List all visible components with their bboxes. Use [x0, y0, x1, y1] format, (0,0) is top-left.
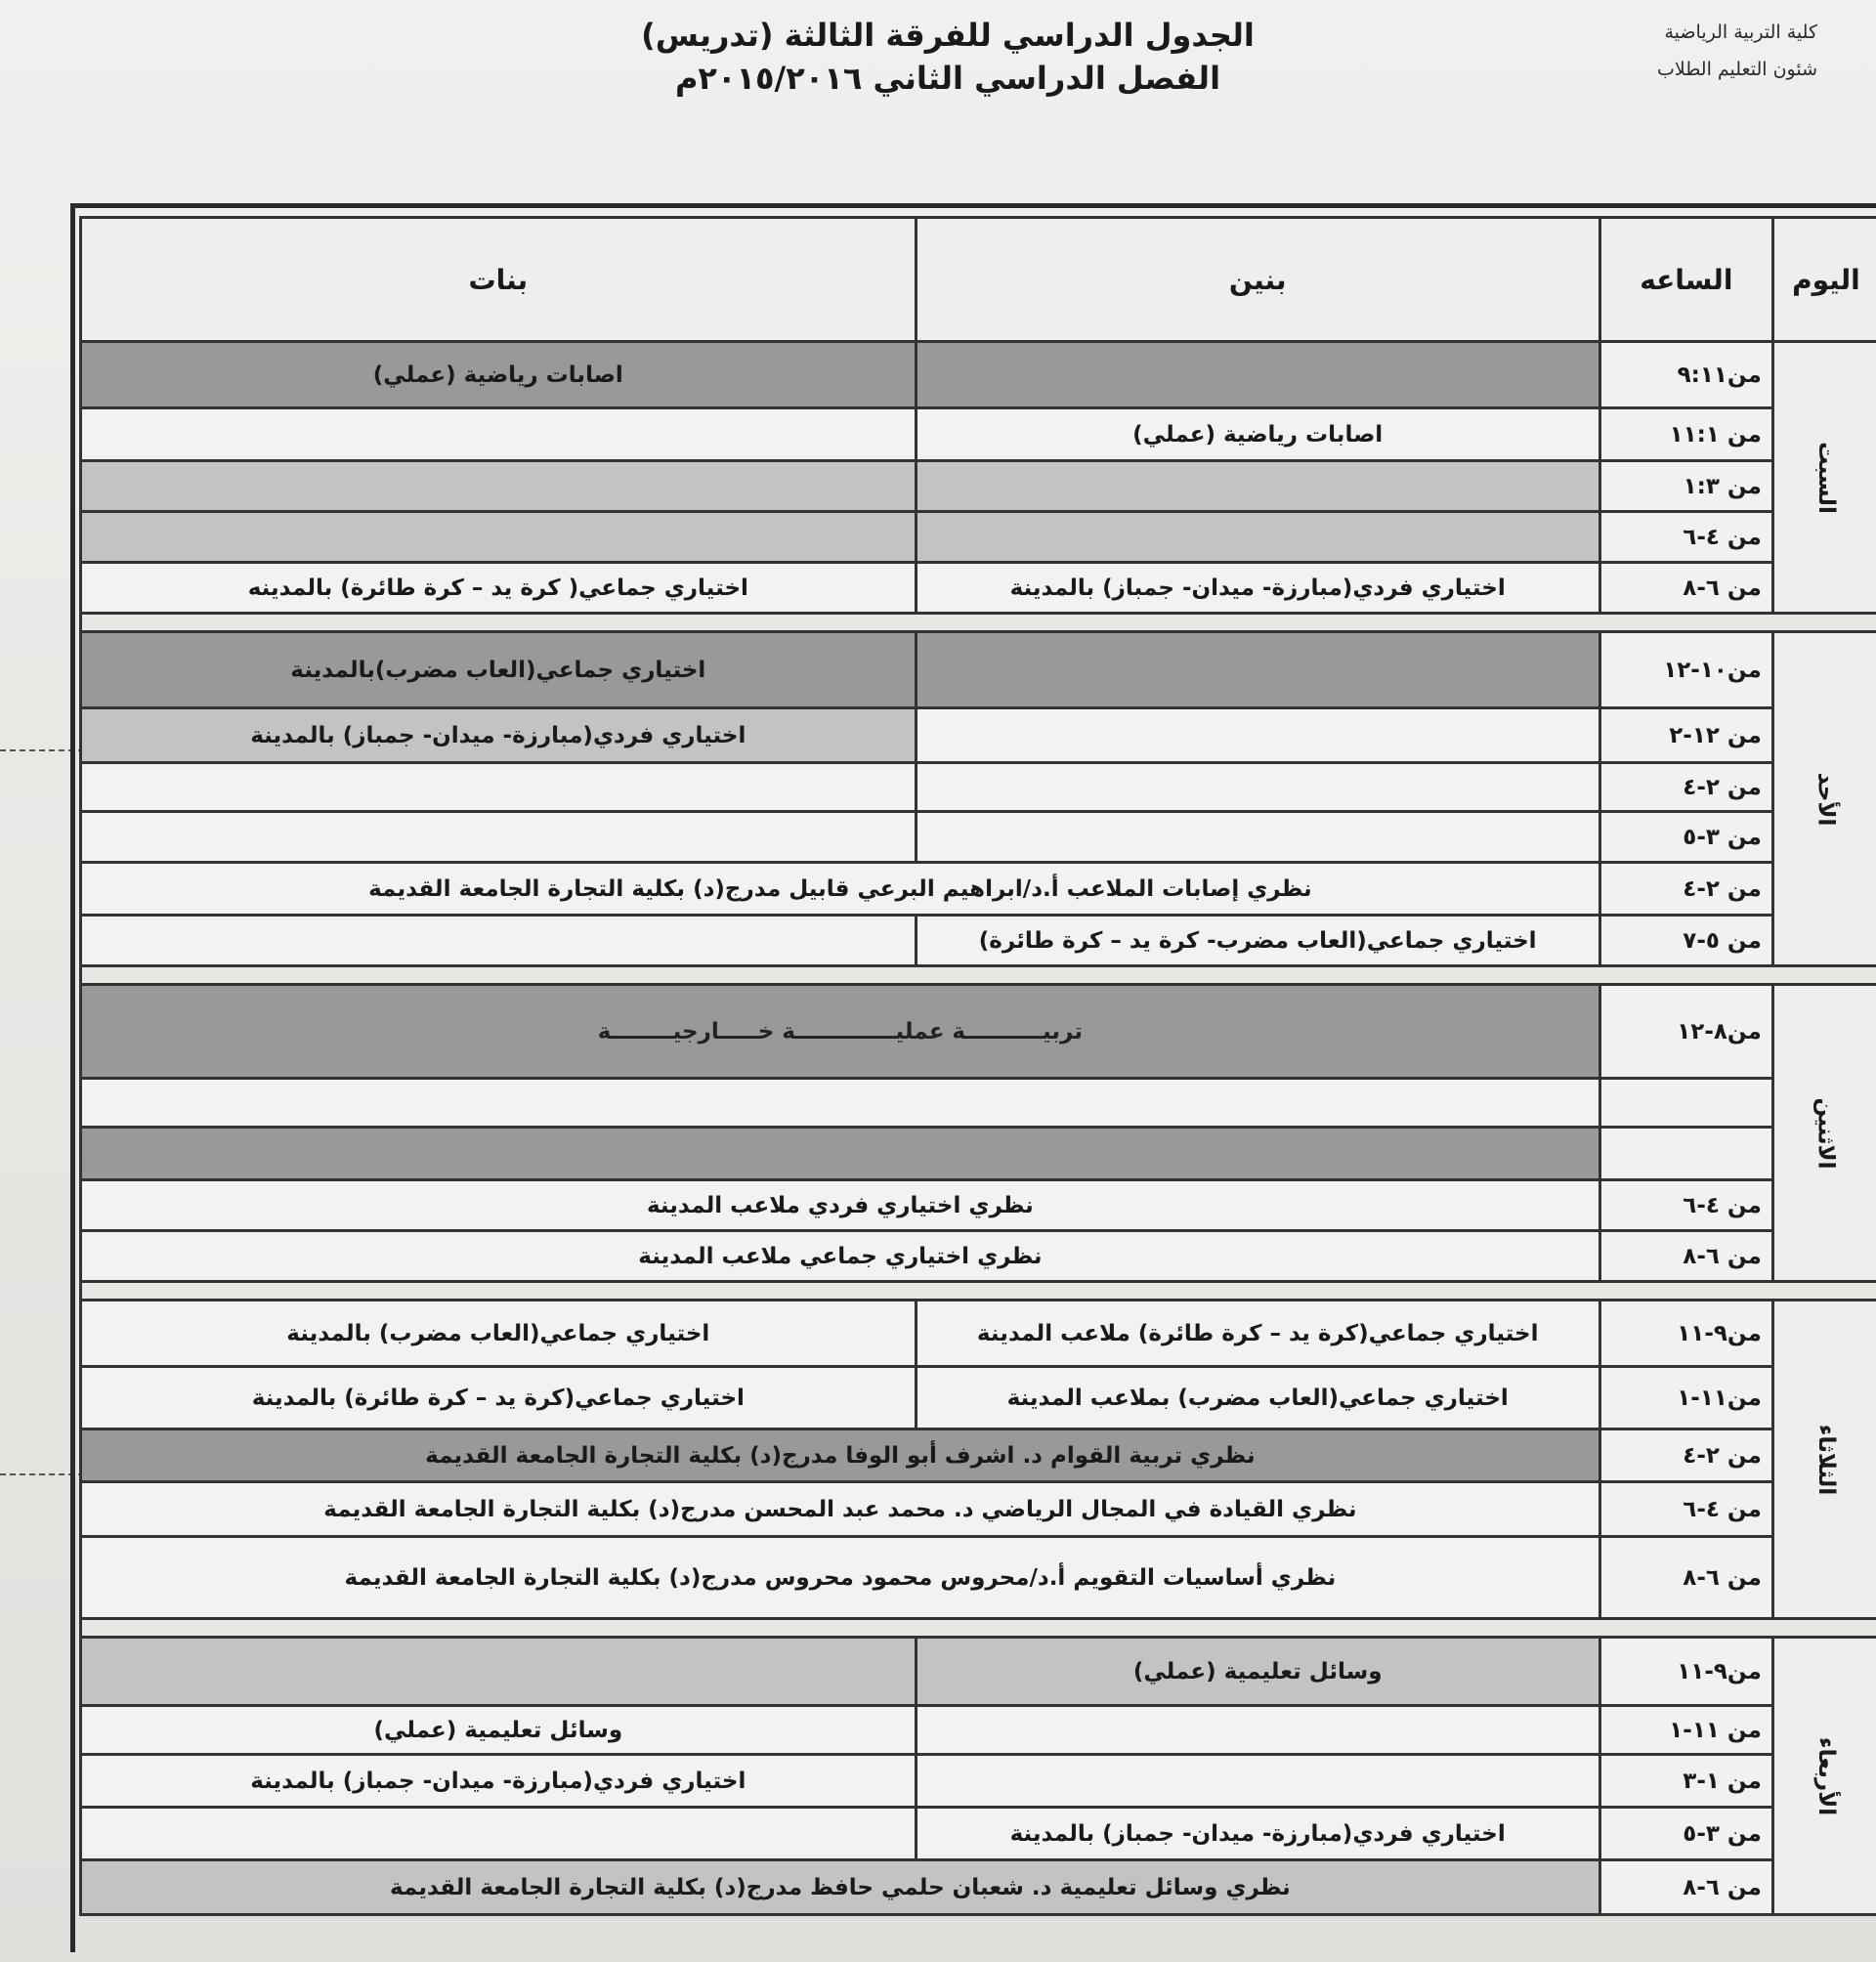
boys-cell: [916, 812, 1599, 863]
col-header-time: الساعه: [1599, 218, 1772, 342]
boys-cell: [916, 763, 1599, 812]
title-line-1: الجدول الدراسي للفرقة الثالثة (تدريس): [641, 17, 1255, 54]
lecture-cell: نظري إصابات الملاعب أ.د/ابراهيم البرعي قابيل مدرج(د) بكلية التجارة الجامعة القديمة: [81, 863, 1600, 916]
time-cell: من ١٢-٢: [1599, 708, 1772, 763]
table-row: [81, 1301, 1876, 1367]
time-cell: من ٤-٦: [1599, 1482, 1772, 1537]
table-row: [81, 1706, 1876, 1755]
girls-cell: اختياري فردي(مبارزة- ميدان- جمباز) بالمدينة: [81, 708, 917, 763]
time-cell: من ٢-٤: [1599, 763, 1772, 812]
table-row: [81, 1429, 1876, 1482]
time-cell: من ٤-٦: [1599, 512, 1772, 563]
table-row: [81, 812, 1876, 863]
table-row: [81, 1180, 1876, 1231]
day-separator: [81, 966, 1876, 985]
girls-cell: اختياري جماعي(العاب مضرب)بالمدينة: [81, 632, 917, 708]
table-row: [81, 1808, 1876, 1860]
girls-cell: [81, 812, 917, 863]
day-separator: [81, 1619, 1876, 1638]
col-header-girls: بنات: [81, 218, 917, 342]
schedule-title: [625, 14, 1270, 100]
table-row: [81, 1860, 1876, 1915]
day-separator: [81, 614, 1876, 632]
time-cell: من ٢-٤: [1599, 863, 1772, 916]
lecture-cell: نظري أساسيات التقويم أ.د/محروس محمود محروس مدرج(د) بكلية التجارة الجامعة القديمة: [81, 1537, 1600, 1619]
time-cell: من ٣-٥: [1599, 812, 1772, 863]
girls-cell: [81, 461, 917, 512]
girls-cell: اختياري جماعي( كرة يد – كرة طائرة) بالمدينه: [81, 563, 917, 614]
girls-cell: اصابات رياضية (عملي): [81, 342, 917, 408]
table-row: [81, 1367, 1876, 1429]
schedule-frame: [70, 203, 1876, 1952]
field-training-cell: تربيــــــــــة عمليـــــــــــــة خـــــارجيــــــــة: [81, 985, 1600, 1079]
girls-cell: [81, 408, 917, 461]
boys-cell: اختياري جماعي(العاب مضرب) بملاعب المدينة: [916, 1367, 1599, 1429]
time-cell: من ٦-٨: [1599, 1537, 1772, 1619]
girls-cell: وسائل تعليمية (عملي): [81, 1706, 917, 1755]
boys-cell: اختياري جماعي(كرة يد – كرة طائرة) ملاعب المدينة: [916, 1301, 1599, 1367]
table-row: [81, 916, 1876, 966]
day-sunday: الأحد: [1772, 632, 1876, 966]
table-row: [81, 985, 1876, 1079]
boys-cell: [916, 1755, 1599, 1808]
day-saturday: السبت: [1772, 342, 1876, 614]
table-row: [81, 1079, 1876, 1128]
time-cell: من٨-١٢: [1599, 985, 1772, 1079]
boys-cell: اختياري فردي(مبارزة- ميدان- جمباز) بالمدينة: [916, 1808, 1599, 1860]
time-cell: من١٠-١٢: [1599, 632, 1772, 708]
lecture-cell: نظري تربية القوام د. اشرف أبو الوفا مدرج(د) بكلية التجارة الجامعة القديمة: [81, 1429, 1600, 1482]
org-line-2: شئون التعليم الطلاب: [1656, 59, 1817, 80]
girls-cell: [81, 512, 917, 563]
day-separator: [81, 1282, 1876, 1301]
time-cell: [1599, 1079, 1772, 1128]
time-cell: من ١١:١: [1599, 408, 1772, 461]
day-wednesday: الأربعاء: [1772, 1638, 1876, 1915]
empty-cell: [81, 1079, 1600, 1128]
boys-cell: [916, 342, 1599, 408]
boys-cell: اختياري فردي(مبارزة- ميدان- جمباز) بالمدينة: [916, 563, 1599, 614]
time-cell: من٩:١١: [1599, 342, 1772, 408]
table-row: [81, 1482, 1876, 1537]
boys-cell: اصابات رياضية (عملي): [916, 408, 1599, 461]
empty-cell: [81, 1128, 1600, 1180]
organization-header: [1524, 14, 1817, 88]
time-cell: من ١١-١: [1599, 1706, 1772, 1755]
boys-cell: [916, 708, 1599, 763]
time-cell: من ٦-٨: [1599, 1860, 1772, 1915]
boys-cell: [916, 512, 1599, 563]
col-header-boys: بنين: [916, 218, 1599, 342]
lecture-cell: نظري اختياري جماعي ملاعب المدينة: [81, 1231, 1600, 1282]
time-cell: من ٦-٨: [1599, 563, 1772, 614]
table-row: [81, 708, 1876, 763]
schedule-table: [79, 216, 1876, 1916]
org-line-1: كلية التربية الرياضية: [1664, 21, 1817, 43]
girls-cell: [81, 1638, 917, 1706]
time-cell: من ٢-٤: [1599, 1429, 1772, 1482]
table-row: [81, 863, 1876, 916]
girls-cell: [81, 1808, 917, 1860]
table-row: [81, 342, 1876, 408]
table-row: [81, 763, 1876, 812]
header-row: [81, 218, 1876, 342]
table-row: [81, 563, 1876, 614]
time-cell: من ٥-٧: [1599, 916, 1772, 966]
time-cell: من٩-١١: [1599, 1638, 1772, 1706]
girls-cell: اختياري فردي(مبارزة- ميدان- جمباز) بالمدينة: [81, 1755, 917, 1808]
lecture-cell: نظري وسائل تعليمية د. شعبان حلمي حافظ مدرج(د) بكلية التجارة الجامعة القديمة: [81, 1860, 1600, 1915]
lecture-cell: نظري القيادة في المجال الرياضي د. محمد عبد المحسن مدرج(د) بكلية التجارة الجامعة القديمة: [81, 1482, 1600, 1537]
time-cell: من ٦-٨: [1599, 1231, 1772, 1282]
table-row: [81, 1638, 1876, 1706]
boys-cell: [916, 1706, 1599, 1755]
table-row: [81, 1755, 1876, 1808]
girls-cell: [81, 763, 917, 812]
table-row: [81, 1128, 1876, 1180]
time-cell: من ٣-٥: [1599, 1808, 1772, 1860]
boys-cell: [916, 632, 1599, 708]
day-monday: الاثنين: [1772, 985, 1876, 1282]
time-cell: من ١:٣: [1599, 461, 1772, 512]
girls-cell: اختياري جماعي(العاب مضرب) بالمدينة: [81, 1301, 917, 1367]
table-row: [81, 632, 1876, 708]
col-header-day: اليوم: [1772, 218, 1876, 342]
table-row: [81, 1537, 1876, 1619]
girls-cell: اختياري جماعي(كرة يد – كرة طائرة) بالمدينة: [81, 1367, 917, 1429]
table-row: [81, 512, 1876, 563]
time-cell: من ١-٣: [1599, 1755, 1772, 1808]
boys-cell: اختياري جماعي(العاب مضرب- كرة يد – كرة طائرة): [916, 916, 1599, 966]
title-line-2: الفصل الدراسي الثاني ٢٠١٥/٢٠١٦م: [674, 60, 1221, 97]
table-row: [81, 1231, 1876, 1282]
time-cell: [1599, 1128, 1772, 1180]
girls-cell: [81, 916, 917, 966]
time-cell: من١١-١: [1599, 1367, 1772, 1429]
table-row: [81, 408, 1876, 461]
table-row: [81, 461, 1876, 512]
lecture-cell: نظري اختياري فردي ملاعب المدينة: [81, 1180, 1600, 1231]
boys-cell: وسائل تعليمية (عملي): [916, 1638, 1599, 1706]
day-tuesday: الثلاثاء: [1772, 1301, 1876, 1619]
time-cell: من ٤-٦: [1599, 1180, 1772, 1231]
boys-cell: [916, 461, 1599, 512]
time-cell: من٩-١١: [1599, 1301, 1772, 1367]
